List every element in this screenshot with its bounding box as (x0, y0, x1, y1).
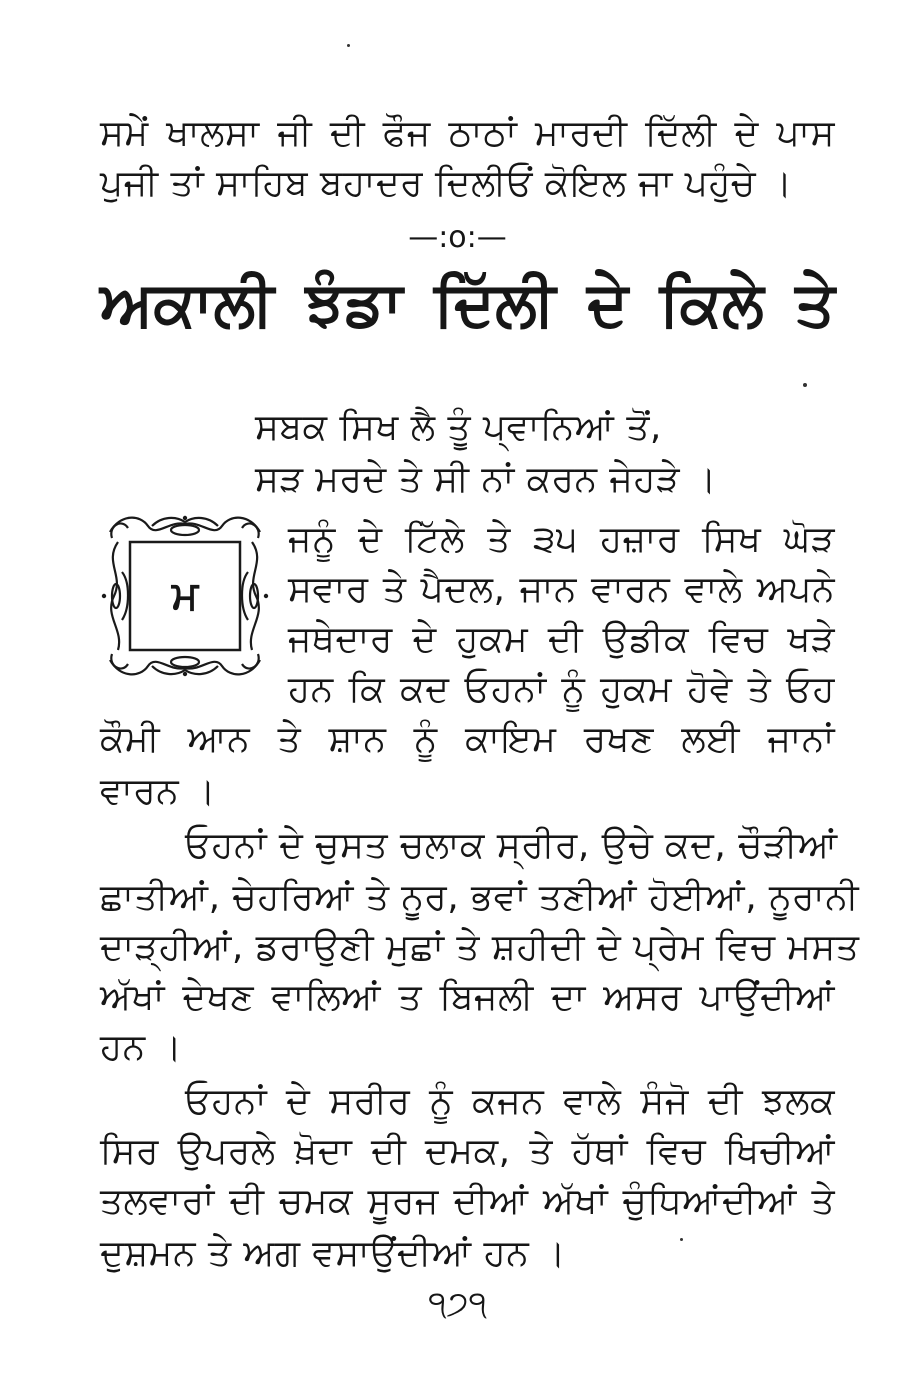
chapter-title: ਅਕਾਲੀ ਝੰਡਾ ਦਿੱਲੀ ਦੇ ਕਿਲੇ ਤੇ (100, 267, 835, 340)
intro-line-2: ਪੁਜੀ ਤਾਂ ਸਾਹਿਬ ਬਹਾਦਰ ਦਿਲੀਓਂ ਕੋਇਲ ਜਾ ਪਹੁੰਚੇ । (100, 163, 793, 204)
verse-line-1: ਸਬਕ ਸਿਖ ਲੈ ਤੂੰ ਪ੍ਵਾਨਿਆਂ ਤੋਂ, (255, 407, 662, 448)
scan-speck (803, 383, 807, 387)
scan-speck (347, 44, 350, 47)
paragraph3-line-3: ਤਲਵਾਰਾਂ ਦੀ ਚਮਕ ਸੂਰਜ ਦੀਆਂ ਅੱਖਾਂ ਚੁੰਧਿਆਂਦੀਆਂ ਤੇ (100, 1181, 835, 1222)
paragraph1-line-3: ਜਥੇਦਾਰ ਦੇ ਹੁਕਮ ਦੀ ਉਡੀਕ ਵਿਚ ਖੜੇ (288, 619, 835, 660)
intro-line-1: ਸਮੇਂ ਖਾਲਸਾ ਜੀ ਦੀ ਫੌਜ ਠਾਠਾਂ ਮਾਰਦੀ ਦਿੱਲੀ ਦੇ ਪਾਸ (100, 113, 835, 154)
drop-cap-letter: ਮ (171, 573, 199, 619)
page-number: ੧੭੧ (428, 1284, 487, 1324)
verse-line-2: ਸੜ ਮਰਦੇ ਤੇ ਸੀ ਨਾਂ ਕਰਨ ਜੇਹੜੇ । (255, 459, 717, 500)
paragraph2-line-2: ਛਾਤੀਆਂ, ਚੇਹਰਿਆਂ ਤੇ ਨੂਰ, ਭਵਾਂ ਤਣੀਆਂ ਹੋਈਆਂ, ਨੂਰਾਨੀ (100, 877, 860, 918)
section-separator: —:o:— (408, 220, 507, 255)
ornamental-drop-cap (100, 512, 270, 680)
paragraph1-line-2: ਸਵਾਰ ਤੇ ਪੈਦਲ, ਜਾਨ ਵਾਰਨ ਵਾਲੇ ਅਪਨੇ (288, 569, 835, 610)
paragraph1-line-6: ਵਾਰਨ । (100, 771, 216, 812)
scan-speck (680, 1238, 683, 1241)
paragraph2-line-4: ਅੱਖਾਂ ਦੇਖਣ ਵਾਲਿਆਂ ਤ ਬਿਜਲੀ ਦਾ ਅਸਰ ਪਾਉਂਦੀਆਂ (100, 977, 835, 1018)
paragraph2-line-1: ਓਹਨਾਂ ਦੇ ਚੁਸਤ ਚਲਾਕ ਸ੍ਰੀਰ, ਉਚੇ ਕਦ, ਚੌੜੀਆਂ (185, 825, 838, 866)
paragraph2-line-3: ਦਾੜ੍ਹੀਆਂ, ਡਰਾਉਣੀ ਮੁਛਾਂ ਤੇ ਸ਼ਹੀਦੀ ਦੇ ਪ੍ਰੇਮ ਵਿਚ ਮਸਤ (100, 927, 860, 968)
paragraph2-line-5: ਹਨ । (100, 1027, 183, 1068)
paragraph1-line-1: ਜਨੂੰ ਦੇ ਟਿੱਲੇ ਤੇ ੩੫ ਹਜ਼ਾਰ ਸਿਖ ਘੋੜ (288, 519, 835, 560)
paragraph3-line-1: ਓਹਨਾਂ ਦੇ ਸਰੀਰ ਨੂੰ ਕਜਨ ਵਾਲੇ ਸੰਜੋ ਦੀ ਝਲਕ (185, 1081, 835, 1122)
paragraph1-line-5: ਕੌਮੀ ਆਨ ਤੇ ਸ਼ਾਨ ਨੂੰ ਕਾਇਮ ਰਖਣ ਲਈ ਜਾਨਾਂ (100, 719, 835, 760)
paragraph3-line-2: ਸਿਰ ਉਪਰਲੇ ਖ਼ੋਦਾ ਦੀ ਦਮਕ, ਤੇ ਹੱਥਾਂ ਵਿਚ ਖਿਚੀਆਂ (100, 1131, 835, 1172)
paragraph3-line-4: ਦੁਸ਼ਮਨ ਤੇ ਅਗ ਵਸਾਉਂਦੀਆਂ ਹਨ । (100, 1233, 566, 1274)
paragraph1-line-4: ਹਨ ਕਿ ਕਦ ਓਹਨਾਂ ਨੂੰ ਹੁਕਮ ਹੋਵੇ ਤੇ ਓਹ (288, 669, 835, 710)
